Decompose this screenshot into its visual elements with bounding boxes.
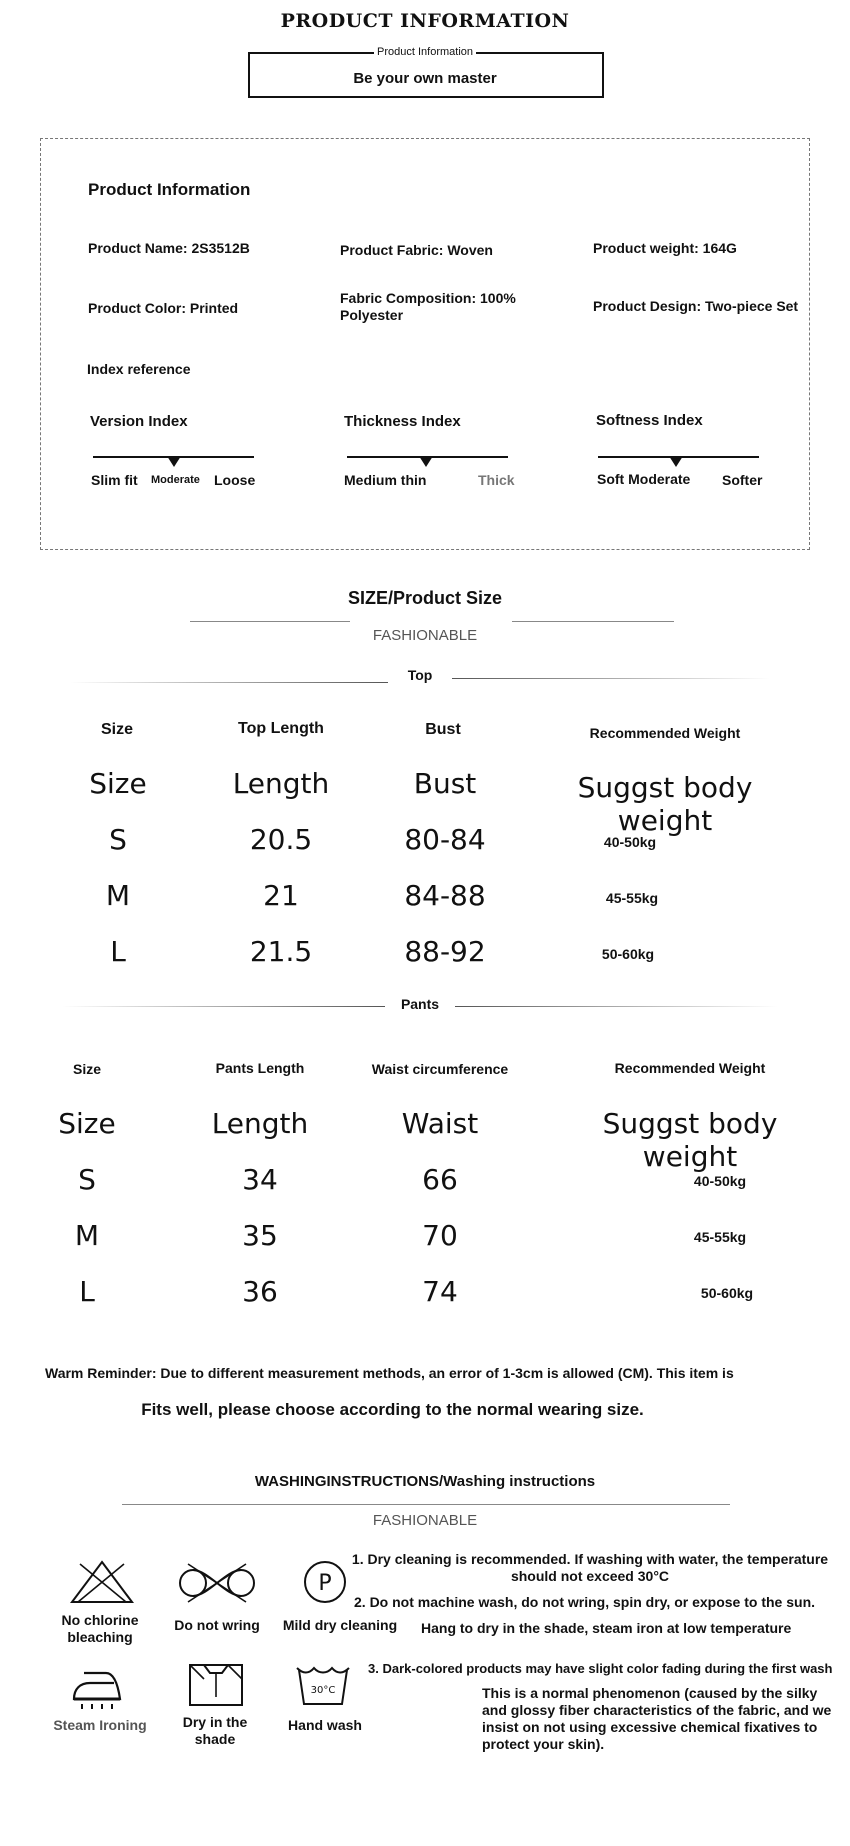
top-bust-s: 80-84 (404, 823, 486, 856)
pants-length-s: 34 (242, 1163, 278, 1196)
softness-index-marker (669, 456, 683, 467)
pants-size-l: L (79, 1275, 95, 1308)
top-size-s: S (109, 823, 127, 856)
version-index-middle: Moderate (151, 474, 200, 486)
pants-rule-right (455, 1006, 778, 1007)
instruction-2: 2. Do not machine wash, do not wring, spin dry, or expose to the sun. (354, 1594, 816, 1610)
pants-size-s: S (78, 1163, 96, 1196)
header-box-label (0, 46, 850, 58)
pants-rule-left (62, 1006, 385, 1007)
softness-index-title: Softness Index (596, 412, 703, 429)
pants-sub-weight: Suggst body weight (602, 1107, 778, 1173)
softness-index-right: Softer (722, 472, 763, 488)
no-chlorine-label: No chlorine bleaching (61, 1612, 139, 1645)
mild-dry-label: Mild dry cleaning (282, 1617, 398, 1633)
top-weight-m: 45-55kg (605, 890, 659, 906)
dry-shade-icon (188, 1663, 244, 1707)
pants-size-m: M (74, 1219, 100, 1252)
product-design: Product Design: Two-piece Set (593, 298, 799, 314)
pants-length-m: 35 (242, 1219, 278, 1252)
dry-clean-icon (303, 1560, 347, 1604)
header-box-label-text: Product Information (374, 46, 476, 58)
fit-note: Fits well, please choose according to the normal wearing size. (141, 1400, 644, 1419)
wash-temperature: 30°C (310, 1685, 336, 1696)
pants-weight-l: 50-60kg (700, 1285, 754, 1301)
pants-header-size: Size (72, 1061, 101, 1077)
top-header-bust: Bust (425, 721, 461, 738)
pants-header-weight: Recommended Weight (614, 1060, 766, 1076)
instruction-3b: This is a normal phenomenon (caused by the silky and glossy fiber characteristics of the fabric, and we insist on not using excessive chemical fixatives to protect your skin). (482, 1685, 832, 1752)
pants-heading: Pants (400, 996, 440, 1012)
product-name: Product Name: 2S3512B (88, 240, 250, 256)
product-weight: Product weight: 164G (593, 240, 737, 256)
top-rule-left (70, 682, 388, 683)
pants-waist-l: 74 (422, 1275, 458, 1308)
thickness-index-left: Medium thin (344, 472, 427, 488)
version-index-marker (167, 456, 181, 467)
do-not-wring-icon (178, 1562, 256, 1604)
dry-clean-letter: P (318, 1571, 332, 1596)
pants-weight-m: 45-55kg (693, 1229, 747, 1245)
washing-title: WASHINGINSTRUCTIONS/Washing instructions (254, 1473, 596, 1490)
version-index-title: Version Index (90, 413, 188, 430)
top-length-l: 21.5 (249, 935, 313, 968)
pants-header-waist: Waist circumference (371, 1061, 509, 1077)
header-box-subtitle: Be your own master (353, 70, 497, 87)
softness-index-left: Soft Moderate (597, 471, 691, 487)
thickness-index-title: Thickness Index (344, 413, 461, 430)
do-not-wring-label: Do not wring (174, 1617, 260, 1633)
hand-wash-label: Hand wash (288, 1717, 362, 1733)
version-index-right: Loose (214, 472, 256, 488)
top-weight-l: 50-60kg (601, 946, 655, 962)
dry-shade-label: Dry in the shade (182, 1714, 248, 1747)
top-sub-bust: Bust (413, 767, 477, 800)
fabric-composition: Fabric Composition: 100% Polyester (340, 290, 516, 323)
top-length-m: 21 (263, 879, 299, 912)
hand-wash-icon (295, 1662, 351, 1706)
pants-header-length: Pants Length (215, 1060, 305, 1076)
top-sub-weight: Suggst body weight (577, 771, 753, 837)
size-rule-left (190, 621, 350, 622)
top-bust-m: 84-88 (404, 879, 486, 912)
top-size-l: L (110, 935, 126, 968)
instruction-3: 3. Dark-colored products may have slight color fading during the first wash (368, 1661, 833, 1676)
version-index-left: Slim fit (91, 472, 138, 488)
product-fabric: Product Fabric: Woven (340, 242, 493, 258)
no-chlorine-icon (70, 1560, 134, 1604)
pants-weight-s: 40-50kg (693, 1173, 747, 1189)
info-title: Product Information (88, 180, 251, 199)
pants-waist-s: 66 (422, 1163, 458, 1196)
top-heading: Top (407, 667, 433, 683)
washing-subtitle: FASHIONABLE (372, 1512, 478, 1529)
pants-waist-m: 70 (422, 1219, 458, 1252)
top-header-length: Top Length (238, 720, 324, 737)
washing-rule (122, 1504, 730, 1505)
steam-ironing-label: Steam Ironing (53, 1717, 147, 1733)
index-reference: Index reference (87, 361, 191, 377)
top-weight-s: 40-50kg (603, 834, 657, 850)
top-sub-size: Size (89, 767, 147, 800)
top-sub-length: Length (232, 767, 330, 800)
warm-reminder: Warm Reminder: Due to different measurement methods, an error of 1-3cm is allowed (CM). This item is (45, 1365, 734, 1381)
top-bust-l: 88-92 (404, 935, 486, 968)
top-rule-right (452, 678, 770, 679)
instruction-1: 1. Dry cleaning is recommended. If washing with water, the temperature should not exceed 30°C (351, 1551, 829, 1584)
thickness-index-right: Thick (478, 472, 515, 488)
size-subtitle: FASHIONABLE (372, 627, 478, 644)
top-size-m: M (105, 879, 131, 912)
product-color: Product Color: Printed (88, 300, 239, 316)
top-header-size: Size (100, 721, 133, 738)
pants-sub-size: Size (58, 1107, 116, 1140)
thickness-index-marker (419, 456, 433, 467)
page-title: PRODUCT INFORMATION (280, 10, 570, 32)
pants-length-l: 36 (242, 1275, 278, 1308)
pants-sub-length: Length (211, 1107, 309, 1140)
pants-sub-waist: Waist (401, 1107, 479, 1140)
size-rule-right (512, 621, 674, 622)
steam-iron-icon (70, 1665, 126, 1709)
top-length-s: 20.5 (249, 823, 313, 856)
top-header-weight: Recommended Weight (589, 725, 741, 741)
instruction-2b: Hang to dry in the shade, steam iron at low temperature (421, 1620, 792, 1636)
size-title: SIZE/Product Size (347, 588, 503, 608)
